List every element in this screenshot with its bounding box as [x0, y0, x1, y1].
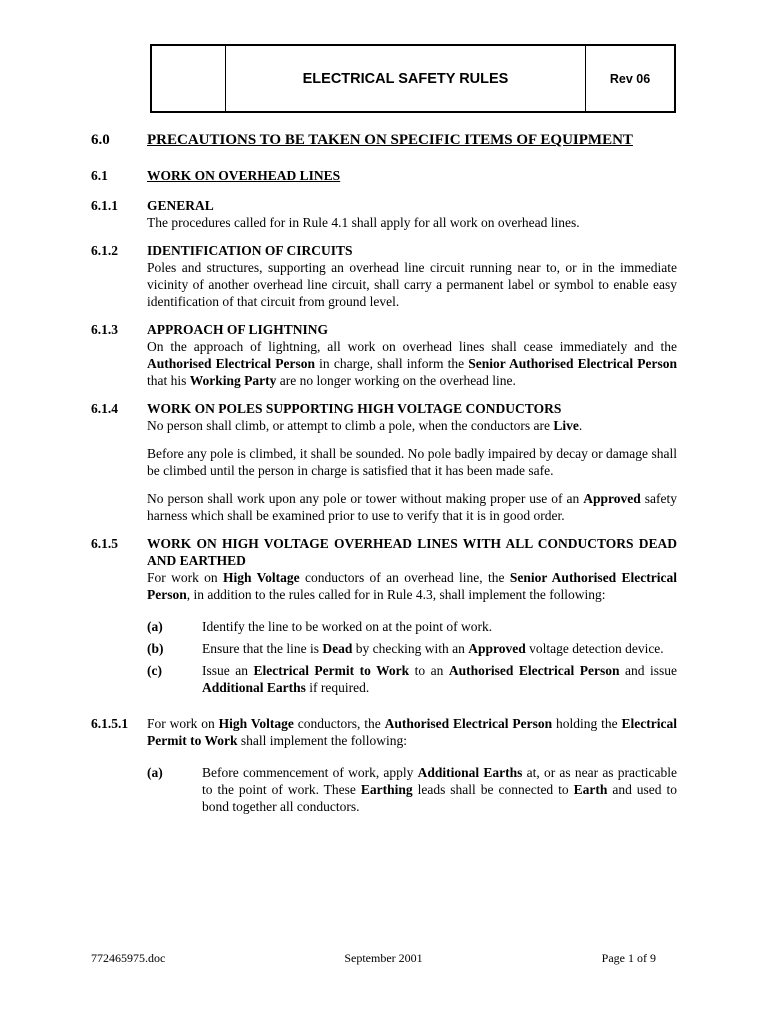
- section-6-0: [91, 131, 677, 149]
- section-text: Poles and structures, supporting an overhead line circuit running near to, or in the immediate vicinity of another overhead line circuit, shall carry a permanent label or symbol to enable easy identification of that circuit from ground level.: [147, 260, 677, 309]
- header-title: ELECTRICAL SAFETY RULES: [226, 46, 586, 111]
- section-title: WORK ON OVERHEAD LINES: [147, 168, 341, 183]
- section-number: 6.0: [91, 132, 110, 148]
- page-footer: [91, 951, 656, 966]
- section-text: For work on High Voltage conductors of an overhead line, the Senior Authorised Electrical Person, in addition to the rules called for in Rule 4.3, shall implement the following:: [147, 570, 677, 602]
- section-title: WORK ON HIGH VOLTAGE OVERHEAD LINES WITH ALL CONDUCTORS DEAD AND EARTHED: [147, 536, 677, 568]
- section-6-1-1: [91, 197, 677, 231]
- section-6-1-3: [91, 321, 677, 389]
- section-6-1-5: [91, 535, 677, 701]
- section-title: APPROACH OF LIGHTNING: [147, 322, 329, 337]
- section-number: 6.1.3: [91, 322, 118, 337]
- footer-page-number: Page 1 of 9: [601, 951, 656, 965]
- section-text: No person shall work upon any pole or tower without making proper use of an Approved safety harness which shall be examined prior to use to verify that it is in good order.: [147, 491, 678, 523]
- section-text: The procedures called for in Rule 4.1 shall apply for all work on overhead lines.: [147, 215, 580, 230]
- list-item: (c) Issue an Electrical Permit to Work to an Authorised Electrical Person and issue Additional Earths if required.: [147, 663, 677, 695]
- section-6-1: [91, 167, 677, 184]
- section-title: GENERAL: [147, 198, 214, 213]
- section-6-1-4: [91, 400, 677, 524]
- section-title: IDENTIFICATION OF CIRCUITS: [147, 243, 353, 258]
- item-list: [147, 764, 677, 815]
- document-body: [91, 131, 677, 820]
- section-number: 6.1.2: [91, 243, 118, 258]
- section-number: 6.1: [91, 168, 108, 183]
- item-list: [147, 618, 677, 696]
- header-logo-cell: [152, 46, 226, 111]
- footer-doc-name: 772465975.doc: [91, 951, 166, 965]
- footer-date: September 2001: [344, 951, 423, 965]
- section-text: No person shall climb, or attempt to climb a pole, when the conductors are Live.: [147, 418, 583, 433]
- section-6-1-2: [91, 242, 677, 310]
- section-number: 6.1.4: [91, 401, 118, 416]
- section-title: WORK ON POLES SUPPORTING HIGH VOLTAGE CONDUCTORS: [147, 401, 562, 416]
- list-item: (a) Identify the line to be worked on at the point of work.: [147, 619, 493, 634]
- section-text: On the approach of lightning, all work on overhead lines shall cease immediately and the Authorised Electrical Person in charge, shall inform the Senior Authorised Electrical Person that his Working Party are no longer working on the overhead line.: [147, 339, 677, 388]
- section-text: For work on High Voltage conductors, the Authorised Electrical Person holding the Electrical Permit to Work shall implement the following:: [147, 716, 677, 748]
- section-number: 6.1.5: [91, 536, 118, 551]
- header-revision: Rev 06: [609, 71, 651, 86]
- list-item: (a) Before commencement of work, apply Additional Earths at, or as near as practicable to the point of work. These Earthing leads shall be connected to Earth and used to bond together all conductors.: [147, 765, 677, 814]
- section-text: Before any pole is climbed, it shall be sounded. No pole badly impaired by decay or damage shall be climbed until the person in charge is satisfied that it has been made safe.: [147, 446, 677, 478]
- list-item: (b) Ensure that the line is Dead by checking with an Approved voltage detection device.: [147, 641, 664, 656]
- section-title: PRECAUTIONS TO BE TAKEN ON SPECIFIC ITEMS OF EQUIPMENT: [147, 132, 633, 148]
- section-number: 6.1.5.1: [91, 716, 129, 731]
- document-header-box: [150, 44, 676, 113]
- section-6-1-5-1: [91, 715, 677, 820]
- section-number: 6.1.1: [91, 198, 118, 213]
